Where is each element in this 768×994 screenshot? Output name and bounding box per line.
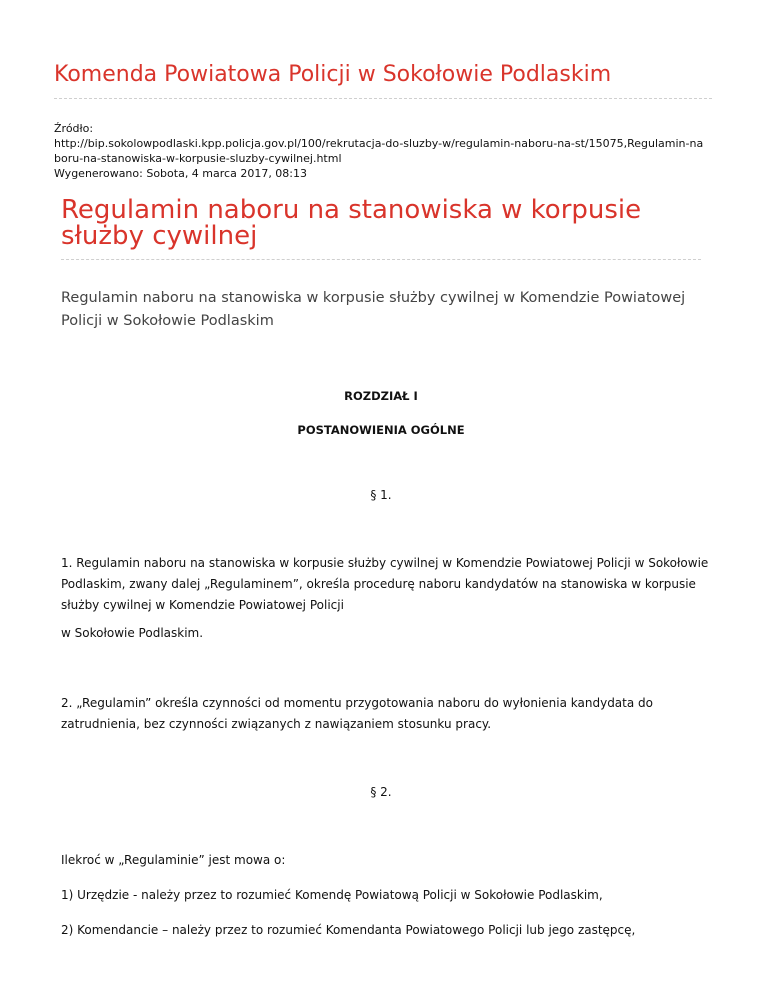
definition-item-1: 1) Urzędzie - należy przez to rozumieć Komendę Powiatową Policji w Sokołowie Podlaskim, xyxy=(61,888,603,902)
paragraph-1-continued: w Sokołowie Podlaskim. xyxy=(61,626,204,640)
source-label: Źródło: xyxy=(54,122,94,135)
document-title: Regulamin naboru na stanowiska w korpusie służby cywilnej xyxy=(61,195,642,251)
chapter-title: POSTANOWIENIA OGÓLNE xyxy=(297,423,465,437)
site-title: Komenda Powiatowa Policji w Sokołowie Podlaskim xyxy=(54,62,612,87)
section-1-heading: § 1. xyxy=(370,488,392,502)
source-url-line-1: http://bip.sokolowpodlaski.kpp.policja.gov.pl/100/rekrutacja-do-sluzby-w/regulamin-naboru-na-st/15075,Regulamin-na xyxy=(54,137,704,150)
paragraph-1: 1. Regulamin naboru na stanowiska w korpusie służby cywilnej w Komendzie Powiatowej Policji w Sokołowie Podlaskim, zwany dalej „Regulaminem”, określa procedurę naboru kandydatów na stanowiska w korpusie służby cywilnej w Komendzie Powiatowej Policji xyxy=(61,556,709,612)
document-subtitle: Regulamin naboru na stanowiska w korpusie służby cywilnej w Komendzie Powiatowej Policji w Sokołowie Podlaskim xyxy=(61,290,686,329)
generated-timestamp: Wygenerowano: Sobota, 4 marca 2017, 08:13 xyxy=(54,167,308,180)
definitions-intro: Ilekroć w „Regulaminie” jest mowa o: xyxy=(61,853,286,867)
paragraph-2: 2. „Regulamin” określa czynności od momentu przygotowania naboru do wyłonienia kandydata do zatrudnienia, bez czynności związanych z nawiązaniem stosunku pracy. xyxy=(61,696,653,731)
header-divider xyxy=(54,98,712,99)
source-url-line-2: boru-na-stanowiska-w-korpusie-sluzby-cywilnej.html xyxy=(54,152,342,165)
title-divider xyxy=(61,259,701,260)
chapter-number: ROZDZIAŁ I xyxy=(344,389,418,403)
document-meta xyxy=(54,121,724,181)
section-2-heading: § 2. xyxy=(370,785,392,799)
definition-item-2: 2) Komendancie – należy przez to rozumieć Komendanta Powiatowego Policji lub jego zastępcę, xyxy=(61,923,636,937)
